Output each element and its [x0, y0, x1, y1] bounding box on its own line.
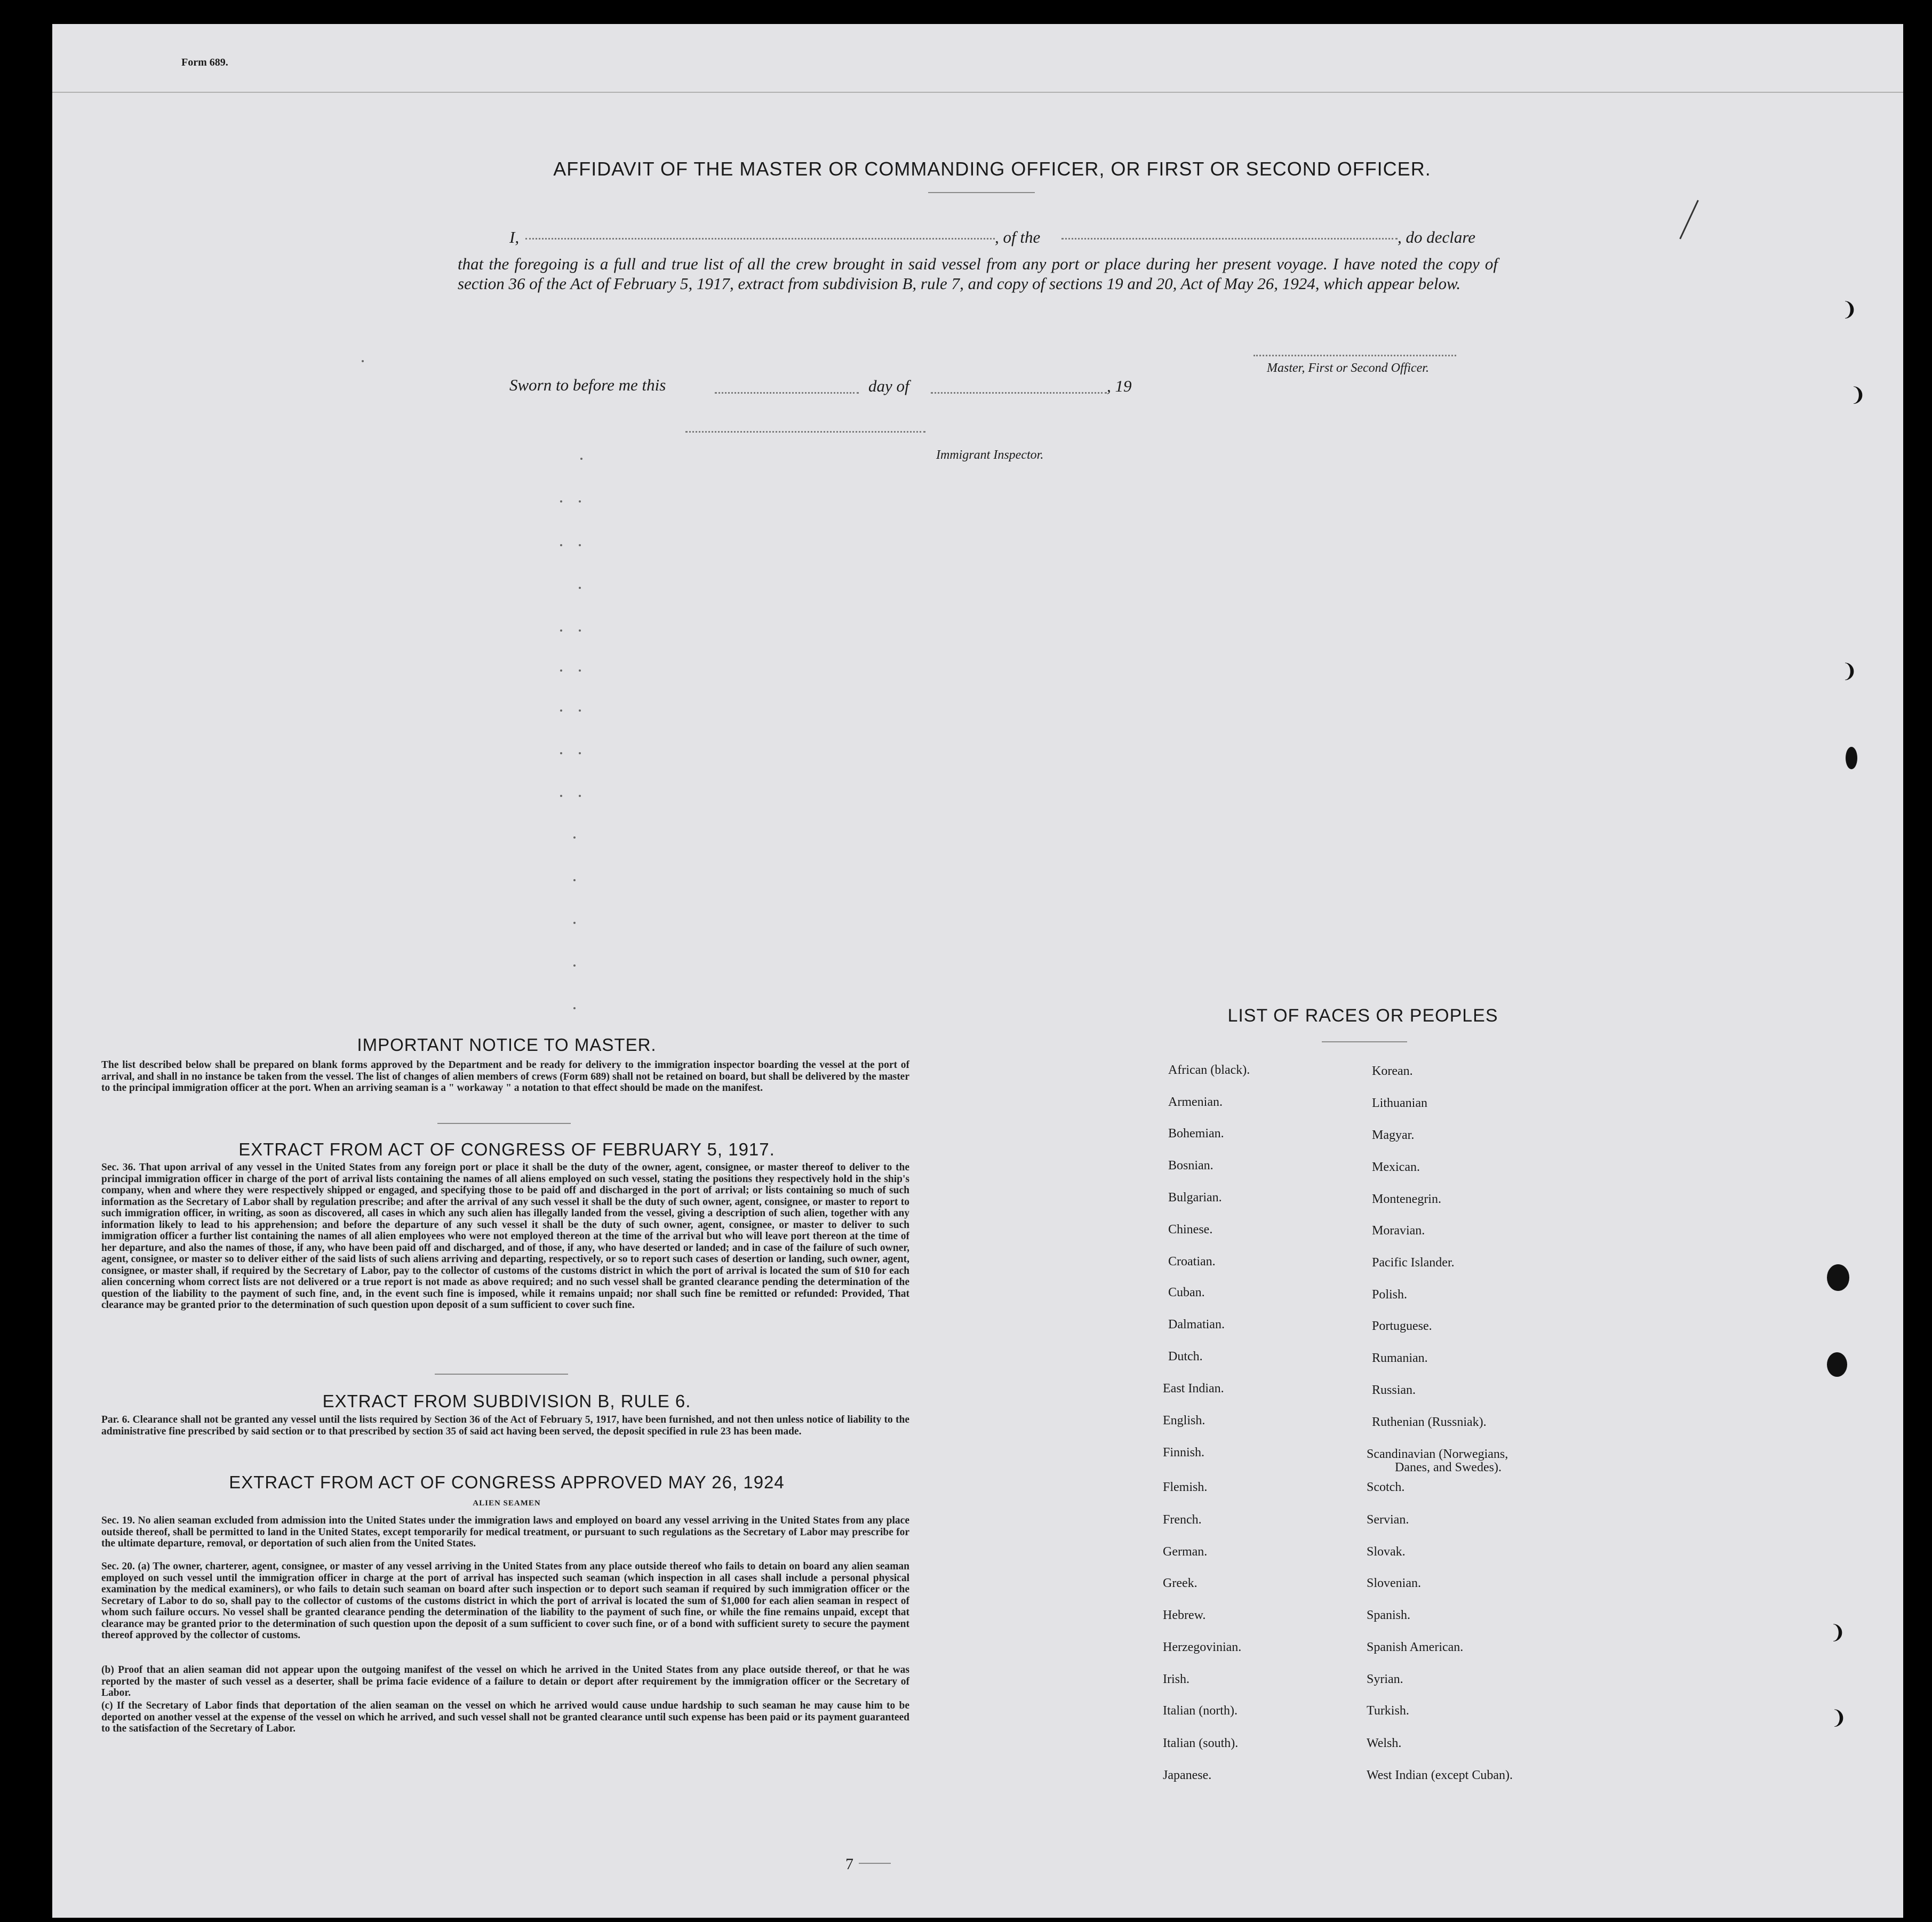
race-item: Spanish. — [1367, 1608, 1411, 1622]
binder-mark: ❩ — [1850, 384, 1866, 406]
race-item: Bulgarian. — [1168, 1191, 1222, 1205]
speck — [579, 587, 581, 589]
race-item: Greek. — [1163, 1576, 1197, 1590]
race-item: Welsh. — [1367, 1736, 1402, 1750]
speck — [573, 879, 576, 881]
extract-1924-sec20a: Sec. 20. (a) The owner, charterer, agent, consignee, or master of any vessel arriving in the United States from any place outside thereof who fails to detain on board any alien seaman employed on such vessel until the immigration officer in charge at the port of arrival has inspected such seaman (which inspection in all cases shall include a personal physical examination by the medical examiners), or who fails to detain such seaman on board after such inspection or to deport such seaman if required by such immigration officer or the Secretary of Labor to do so, shall pay to the collector of customs of the customs district in which the port of arrival is located the sum of $1,000 for each alien seaman in respect of whom such failure occurs. No vessel shall be granted clearance pending the determination of the liability to the payment of such fine, or while the fine remains unpaid, except that clearance may be granted prior to the determination of such question upon the deposit of a sum sufficient to cover such fine, or of a bond with sufficient surety to secure the payment thereof approved by the collector of customs. — [101, 1561, 909, 1641]
speck — [560, 629, 562, 632]
speck — [560, 709, 562, 712]
race-item: Moravian. — [1372, 1224, 1425, 1238]
speck — [580, 458, 582, 460]
page-number: 7 — [845, 1855, 853, 1873]
extract-1924-title: EXTRACT FROM ACT OF CONGRESS APPROVED MAY 26, 1924 — [229, 1472, 785, 1492]
race-item: Slovenian. — [1367, 1576, 1421, 1590]
year-text: , 19 — [1107, 377, 1132, 395]
notice-text: The list described below shall be prepared on blank forms approved by the Department and be ready for delivery to the immigration inspector boarding the vessel at the port of arrival, and shall in no instance be taken from the vessel. The list of changes of alien members of crews (Form 689) shall not be retained on board, but shall be delivered by the master to the principal immigration officer at the port. When an arriving seaman is a " workaway " a notation to that effect should be made on the manifest. — [101, 1059, 909, 1094]
affidavit-title: AFFIDAVIT OF THE MASTER OR COMMANDING OFFICER, OR FIRST OR SECOND OFFICER. — [553, 158, 1431, 180]
speck — [579, 500, 581, 503]
race-item: Spanish American. — [1367, 1640, 1464, 1654]
race-item: Croatian. — [1168, 1255, 1216, 1269]
race-item: English. — [1163, 1414, 1205, 1427]
affidavit-do-declare: , do declare — [1398, 228, 1476, 246]
sworn-text: Sworn to before me this — [509, 376, 666, 394]
name-blank — [525, 238, 995, 240]
binder-hole — [1827, 1264, 1849, 1291]
race-item: Magyar. — [1372, 1128, 1415, 1142]
race-item: Portuguese. — [1372, 1319, 1432, 1333]
extract-1924-sec20b: (b) Proof that an alien seaman did not appear upon the outgoing manifest of the vessel on which he arrived in the United States from any place outside thereof, or that he was reported by the master of such vessel as a deserter, shall be prima facie evidence of a failure to detain or deport after requirement by the immigration officer or the Secretary of Labor. — [101, 1664, 909, 1698]
race-item: Japanese. — [1163, 1768, 1212, 1782]
race-item: Chinese. — [1168, 1223, 1213, 1237]
speck — [560, 544, 562, 546]
race-item: Hebrew. — [1163, 1608, 1206, 1622]
race-item: Rumanian. — [1372, 1351, 1428, 1365]
speck — [579, 629, 581, 632]
speck — [573, 922, 576, 924]
binder-mark: ❩ — [1831, 1707, 1847, 1729]
affidavit-i: I, — [509, 228, 520, 246]
inspector-signature-line — [685, 431, 925, 433]
speck — [560, 500, 562, 503]
notice-title: IMPORTANT NOTICE TO MASTER. — [357, 1035, 657, 1055]
race-item: West Indian (except Cuban). — [1367, 1768, 1513, 1782]
race-item-continuation: Danes, and Swedes). — [1395, 1461, 1502, 1474]
extract-rule6-text: Par. 6. Clearance shall not be granted any vessel until the lists required by Section 36 of the Act of February 5, 1917, have been furnished, and not then unless notice of liability to the administrative fine prescribed by said section or to that prescribed by section 35 of said act having been served, the deposit specified in rule 23 has been made. — [101, 1414, 909, 1437]
race-item: Irish. — [1163, 1672, 1189, 1686]
notice-rule — [437, 1123, 571, 1124]
race-item: African (black). — [1168, 1063, 1250, 1077]
speck — [573, 1007, 576, 1009]
race-item: Scotch. — [1367, 1480, 1405, 1494]
race-item: Finnish. — [1163, 1446, 1205, 1460]
speck — [560, 752, 562, 754]
race-item: Slovak. — [1367, 1545, 1406, 1559]
binder-mark: ❩ — [1841, 299, 1858, 321]
month-blank — [931, 392, 1107, 394]
race-item: Pacific Islander. — [1372, 1256, 1455, 1270]
races-title: LIST OF RACES OR PEOPLES — [1227, 1006, 1498, 1026]
race-item: French. — [1163, 1513, 1202, 1527]
races-title-rule — [1322, 1041, 1407, 1042]
extract-1924-sec20c: (c) If the Secretary of Labor finds that deportation of the alien seaman on the vessel on which he arrived would cause undue hardship to such seaman he may cause him to be deported on another vessel at the expense of the vessel on which he arrived, and such vessel shall not be granted clearance until such expense has been paid or its payment guaranteed to the satisfaction of the Secretary of Labor. — [101, 1700, 909, 1734]
race-item: Polish. — [1372, 1288, 1408, 1302]
race-item: Mexican. — [1372, 1160, 1420, 1174]
race-item: Turkish. — [1367, 1704, 1409, 1718]
race-item: Dalmatian. — [1168, 1318, 1225, 1331]
speck — [579, 669, 581, 672]
top-edge-rule — [52, 92, 1903, 93]
race-item: Italian (north). — [1163, 1704, 1238, 1718]
form-number: Form 689. — [181, 57, 228, 68]
affidavit-of-the: , of the — [995, 228, 1041, 246]
day-of-text: day of — [868, 377, 909, 395]
race-item: Herzegovinian. — [1163, 1640, 1242, 1654]
race-item: Armenian. — [1168, 1095, 1223, 1109]
extract-rule6-title: EXTRACT FROM SUBDIVISION B, RULE 6. — [322, 1391, 691, 1411]
race-item: Syrian. — [1367, 1672, 1403, 1686]
race-item: Flemish. — [1163, 1480, 1208, 1494]
speck — [560, 669, 562, 672]
race-item: German. — [1163, 1545, 1208, 1559]
extract-1924-sec19: Sec. 19. No alien seaman excluded from admission into the United States under the immigration laws and employed on board any vessel arriving in the United States from any place outside thereof, shall be permitted to land in the United States, except temporarily for medical treatment, or pursuant to such regulations as the Secretary of Labor may prescribe for the ultimate departure, removal, or deportation of such alien from the United States. — [101, 1515, 909, 1549]
race-item: Montenegrin. — [1372, 1192, 1441, 1206]
page-number-rule — [859, 1863, 891, 1864]
speck — [362, 360, 364, 362]
speck — [579, 544, 581, 546]
speck — [579, 795, 581, 797]
day-blank — [715, 392, 859, 394]
race-item: Ruthenian (Russniak). — [1372, 1415, 1487, 1429]
race-item: Lithuanian — [1372, 1096, 1427, 1110]
extract-1917-rule — [435, 1374, 568, 1375]
race-item: Bosnian. — [1168, 1159, 1214, 1173]
officer-signature-label: Master, First or Second Officer. — [1267, 361, 1429, 375]
extract-1917-title: EXTRACT FROM ACT OF CONGRESS OF FEBRUARY 5, 1917. — [238, 1139, 775, 1159]
speck — [579, 709, 581, 712]
speck — [560, 795, 562, 797]
race-item: Dutch. — [1168, 1350, 1203, 1363]
race-item: Korean. — [1372, 1064, 1413, 1078]
race-item: Russian. — [1372, 1383, 1416, 1397]
speck — [573, 964, 576, 967]
race-item: Scandinavian (Norwegians, — [1367, 1447, 1508, 1461]
race-item: Cuban. — [1168, 1286, 1205, 1299]
race-item: Italian (south). — [1163, 1736, 1239, 1750]
binder-hole — [1827, 1352, 1847, 1377]
binder-hole — [1846, 747, 1857, 769]
binder-mark: ❩ — [1830, 1622, 1846, 1644]
officer-signature-line — [1254, 355, 1456, 356]
speck — [579, 752, 581, 754]
affidavit-body: that the foregoing is a full and true list of all the crew brought in said vessel from any port or place during her present voyage. I have noted the copy of section 36 of the Act of February 5, 1917, extract from subdivision B, rule 7, and copy of sections 19 and 20, Act of May 26, 1924, which appear below. — [458, 254, 1498, 293]
inspector-label: Immigrant Inspector. — [936, 448, 1044, 462]
affidavit-title-rule — [928, 192, 1035, 193]
extract-1917-text: Sec. 36. That upon arrival of any vessel in the United States from any foreign port or place it shall be the duty of the owner, agent, consignee, or master thereof to deliver to the principal immigration officer in charge of the port of arrival lists containing the names of all aliens employed on such vessel, stating the positions they respectively hold in the ship's company, when and where they were respectively shipped or engaged, and specifying those to be paid off and discharged in the port of arrival; or lists containing so much of such information as the Secretary of Labor shall by regulation prescribe; and after the arrival of any such vessel it shall be the duty of such owner, agent, consignee, or master to report to such immigration officer, in writing, as soon as discovered, all cases in which any such alien has illegally landed from the vessel, giving a description of such alien, together with any information likely to lead to his apprehension; and before the departure of any such vessel it shall be the duty of such owner, agent, consignee, or master to deliver to such immigration officer a further list containing the names of all alien employees who were not employed thereon at the time of the arrival but who will leave port thereon at the time of her departure, and also the names of those, if any, who have been paid off and discharged, and of those, if any, who have deserted or landed; and in case of the failure of such owner, agent, consignee, or master so to deliver either of the said lists of such aliens arriving and departing, respectively, or so to report such cases of desertion or landing, such owner, agent, consignee, or master shall, if required by the Secretary of Labor, pay to the collector of customs of the customs district in which the port of arrival is located the sum of $10 for each alien concerning whom correct lists are not delivered or a true report is not made as above required; and no such vessel shall be granted clearance pending the determination of the question of the liability to the payment of such fine, and, in the event such fine is imposed, while it remains unpaid; nor shall such fine be remitted or refunded: Provided, That clearance may be granted prior to the determination of such question upon deposit of a sum sufficient to cover such fine. — [101, 1162, 909, 1311]
binder-mark: ❩ — [1841, 660, 1858, 682]
race-item: Servian. — [1367, 1513, 1409, 1527]
race-item: East Indian. — [1163, 1382, 1224, 1395]
race-item: Bohemian. — [1168, 1127, 1224, 1141]
speck — [573, 836, 576, 839]
extract-1924-subtitle: ALIEN SEAMEN — [473, 1499, 541, 1508]
vessel-blank — [1061, 238, 1398, 240]
